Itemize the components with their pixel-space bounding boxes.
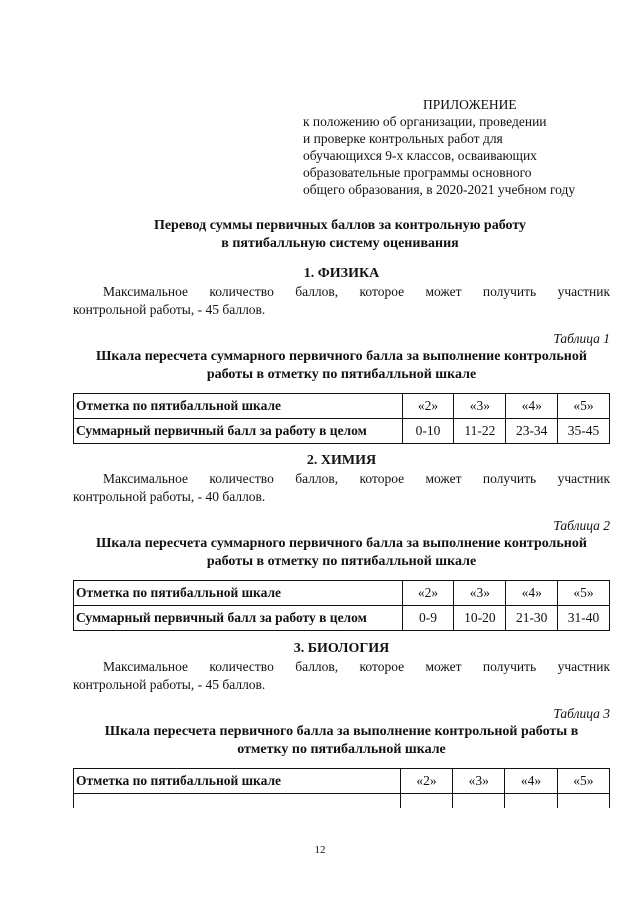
grade-cell: «4»	[506, 394, 558, 419]
table-row	[74, 581, 610, 606]
row-label-grade: Отметка по пятибалльной шкале	[74, 581, 403, 606]
section-chemistry	[73, 452, 610, 631]
grade-cell: «5»	[557, 769, 609, 794]
section-text	[73, 658, 610, 694]
section-biology	[73, 640, 610, 808]
appendix-line: и проверке контрольных работ для	[303, 131, 503, 146]
grade-cell: «3»	[454, 581, 506, 606]
table-caption-line: отметку по пятибалльной шкале	[237, 742, 446, 757]
table-number: Таблица 1	[553, 331, 610, 346]
row-label-score: Суммарный первичный балл за работу в целом	[74, 419, 403, 444]
table-caption	[73, 535, 610, 571]
range-cell: 10-20	[454, 606, 506, 631]
grade-cell: «5»	[558, 394, 610, 419]
appendix-line: обучающихся 9-х классов, осваивающих	[303, 148, 537, 163]
section-heading: 2. ХИМИЯ	[306, 453, 377, 468]
table-cell	[400, 794, 452, 809]
range-cell: 0-10	[402, 419, 454, 444]
section-physics	[73, 265, 610, 444]
document-title-line: в пятибалльную систему оценивания	[221, 236, 459, 251]
table-row	[74, 606, 610, 631]
table-cell	[453, 794, 505, 809]
range-cell: 11-22	[454, 419, 506, 444]
table-number: Таблица 2	[553, 518, 610, 533]
table-caption-line: работы в отметку по пятибалльной шкале	[206, 367, 477, 382]
section-text-line: Максимальное количество баллов, которое может получить участник	[103, 659, 610, 674]
table-row	[74, 769, 610, 794]
section-text-line: Максимальное количество баллов, которое может получить участник	[103, 471, 610, 486]
grade-cell: «4»	[506, 581, 558, 606]
grade-cell: «2»	[402, 581, 454, 606]
section-heading: 1. ФИЗИКА	[303, 266, 380, 281]
row-label-grade: Отметка по пятибалльной шкале	[74, 394, 403, 419]
appendix-line: общего образования, в 2020-2021 учебном году	[303, 182, 576, 197]
grade-cell: «2»	[400, 769, 452, 794]
grade-cell: «3»	[453, 769, 505, 794]
section-heading: 3. БИОЛОГИЯ	[293, 641, 390, 656]
table-caption-line: Шкала пересчета суммарного первичного балла за выполнение контрольной	[96, 349, 587, 364]
grade-cell: «4»	[505, 769, 557, 794]
document-title	[70, 217, 610, 253]
section-text-line: контрольной работы, - 40 баллов.	[73, 489, 266, 504]
row-label-grade: Отметка по пятибалльной шкале	[74, 769, 401, 794]
section-text	[73, 470, 610, 506]
table-caption-line: работы в отметку по пятибалльной шкале	[206, 554, 477, 569]
table-cell	[505, 794, 557, 809]
page-number: 12	[314, 844, 326, 856]
table-row	[74, 394, 610, 419]
grading-table	[73, 580, 610, 631]
table-cell	[557, 794, 609, 809]
table-row	[74, 794, 610, 809]
table-caption	[73, 348, 610, 384]
section-text-line: контрольной работы, - 45 баллов.	[73, 677, 266, 692]
table-caption	[73, 723, 610, 759]
section-text-line: Максимальное количество баллов, которое может получить участник	[103, 284, 610, 299]
table-caption-line: Шкала пересчета первичного балла за выполнение контрольной работы в	[104, 724, 579, 739]
grade-cell: «2»	[402, 394, 454, 419]
table-number: Таблица 3	[553, 706, 610, 721]
section-text	[73, 283, 610, 319]
grading-table	[73, 393, 610, 444]
document-title-line: Перевод суммы первичных баллов за контрольную работу	[153, 218, 527, 233]
range-cell: 21-30	[506, 606, 558, 631]
appendix-header	[303, 96, 623, 198]
section-text-line: контрольной работы, - 45 баллов.	[73, 302, 266, 317]
grade-cell: «3»	[454, 394, 506, 419]
grading-table	[73, 768, 610, 808]
row-label-score: Суммарный первичный балл за работу в целом	[74, 606, 403, 631]
appendix-line: к положению об организации, проведении	[303, 114, 547, 129]
table-caption-line: Шкала пересчета суммарного первичного балла за выполнение контрольной	[96, 536, 587, 551]
appendix-title: ПРИЛОЖЕНИЕ	[423, 97, 517, 112]
range-cell: 35-45	[558, 419, 610, 444]
table-cell	[74, 794, 401, 809]
range-cell: 31-40	[558, 606, 610, 631]
range-cell: 23-34	[506, 419, 558, 444]
table-row	[74, 419, 610, 444]
range-cell: 0-9	[402, 606, 454, 631]
appendix-line: образовательные программы основного	[303, 165, 532, 180]
grade-cell: «5»	[558, 581, 610, 606]
